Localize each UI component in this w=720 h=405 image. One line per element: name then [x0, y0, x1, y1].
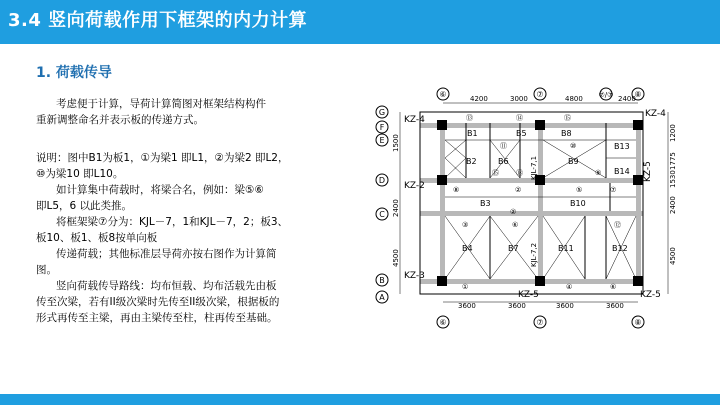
- paragraph-kjl: 将框架梁⑦分为：KJL－7，1和KJL－7，2；板3、 板10、板1、板8按单向板: [36, 216, 289, 244]
- right-dim-4: 2400: [669, 196, 677, 214]
- column-label-3: KZ-2: [404, 181, 425, 191]
- paragraph-legend: 说明：图中B1为板1，①为梁1 即L1，②为梁2 即L2， ⑩为梁10 即L10。: [36, 152, 289, 180]
- beam-label: ⑬: [466, 114, 473, 122]
- slab-label: B6: [498, 157, 509, 166]
- slab-label: B1: [467, 129, 478, 138]
- slab-label: B10: [570, 199, 586, 208]
- beam-label: ⑮: [564, 114, 571, 122]
- slab-label: B2: [466, 157, 477, 166]
- beam-label: ⑱: [516, 169, 523, 177]
- slab-label: B8: [561, 129, 572, 138]
- axis-left-G: G: [378, 108, 386, 117]
- axis-top-7: ⑦: [536, 90, 544, 99]
- beam-label: ⑭: [516, 114, 523, 122]
- axis-bottom-7: ⑦: [536, 318, 544, 327]
- bottom-dim-2: 3600: [508, 302, 526, 310]
- beam-label: ⑫: [614, 221, 621, 229]
- slab-label: B4: [462, 244, 473, 253]
- beam-label: ⑪: [500, 142, 507, 150]
- slab-label: B5: [516, 129, 527, 138]
- paragraph-load-path: 竖向荷载传导路线：均布恒载、均布活载先由板 传至次梁，若有II级次梁时先传至II级次梁，根据板的 形式再传至主梁，再由主梁传至柱，柱再传至基础。: [36, 280, 280, 324]
- slide-title: 3.4 竖向荷载作用下框架的内力计算: [8, 10, 308, 31]
- section-heading: 1. 荷载传导: [36, 65, 112, 81]
- axis-left-D: D: [378, 176, 386, 185]
- axis-top-8: ⑧: [634, 90, 642, 99]
- top-dim-4: 2400: [618, 95, 636, 103]
- slab-label: B3: [480, 199, 491, 208]
- kjl-label-1: KJL-7,1: [530, 155, 538, 180]
- top-dim-2: 3000: [510, 95, 528, 103]
- axis-left-B: B: [379, 276, 385, 285]
- beam-label: ①: [462, 283, 469, 291]
- beam-label: ②: [510, 208, 517, 216]
- beam-label: ④: [566, 283, 573, 291]
- right-dim-2: 1775: [669, 152, 677, 170]
- beam-label: ⑤: [576, 186, 583, 194]
- right-dim-5: 4500: [669, 247, 677, 265]
- right-dim-3: 1530: [669, 170, 677, 188]
- beam-label: ⑮: [492, 169, 499, 177]
- slide-header: [0, 0, 720, 44]
- axis-top-6: ⑥: [439, 90, 447, 99]
- paragraph-other-floors: 传递荷载；其他标准层导荷亦按右图作为计算简 图。: [36, 248, 277, 276]
- bottom-dim-4: 3600: [606, 302, 624, 310]
- axis-bottom-6: ⑥: [439, 318, 447, 327]
- slab-label: B11: [558, 244, 574, 253]
- top-dim-3: 4800: [565, 95, 583, 103]
- column-label-5: KZ-3: [404, 271, 425, 281]
- left-dim-1: 1500: [392, 134, 400, 152]
- bottom-dim-3: 3600: [556, 302, 574, 310]
- slide-footer-bar: [0, 394, 720, 405]
- kjl-label-2: KJL-7,2: [530, 242, 538, 267]
- beam-label: ⑥: [610, 283, 617, 291]
- structural-load-diagram: [370, 82, 700, 334]
- right-dim-1: 1200: [669, 124, 677, 142]
- beam-label: ⑧: [453, 186, 460, 194]
- slab-label: B9: [568, 157, 579, 166]
- slab-label: B7: [508, 244, 519, 253]
- slab-label: B13: [614, 142, 630, 151]
- column-label-4: KZ-5: [643, 161, 653, 182]
- column-label-1: KZ-4: [404, 115, 425, 125]
- paragraph-intro: 考虑便于计算，导荷计算简图对框架结构构件 重新调整命名并表示板的传递方式。: [36, 98, 267, 126]
- beam-label: ②: [515, 186, 522, 194]
- slab-label: B14: [614, 167, 630, 176]
- paragraph-combine: 如计算集中荷载时，将梁合名，例如：梁⑤⑥ 即L5，6 以此类推。: [36, 184, 264, 212]
- slab-label: B12: [612, 244, 628, 253]
- left-dim-2: 2400: [392, 199, 400, 217]
- beam-label: ③: [462, 221, 469, 229]
- column-label-2: KZ-4: [645, 109, 666, 119]
- axis-left-F: F: [379, 123, 385, 132]
- beam-label: ⑨: [595, 169, 602, 177]
- column-label-6: KZ-5: [518, 290, 539, 300]
- left-dim-3: 4500: [392, 249, 400, 267]
- beam-label: ⑩: [570, 142, 577, 150]
- beam-label: ⑥: [512, 221, 519, 229]
- top-dim-1: 4200: [470, 95, 488, 103]
- column-label-7: KZ-5: [640, 290, 661, 300]
- beam-label: ⑦: [610, 186, 617, 194]
- axis-top-7-7: ⑦/⑦: [598, 91, 614, 99]
- axis-left-C: C: [379, 210, 385, 219]
- axis-left-A: A: [379, 293, 385, 302]
- axis-bottom-8: ⑧: [634, 318, 642, 327]
- axis-left-E: E: [379, 136, 385, 145]
- bottom-dim-1: 3600: [458, 302, 476, 310]
